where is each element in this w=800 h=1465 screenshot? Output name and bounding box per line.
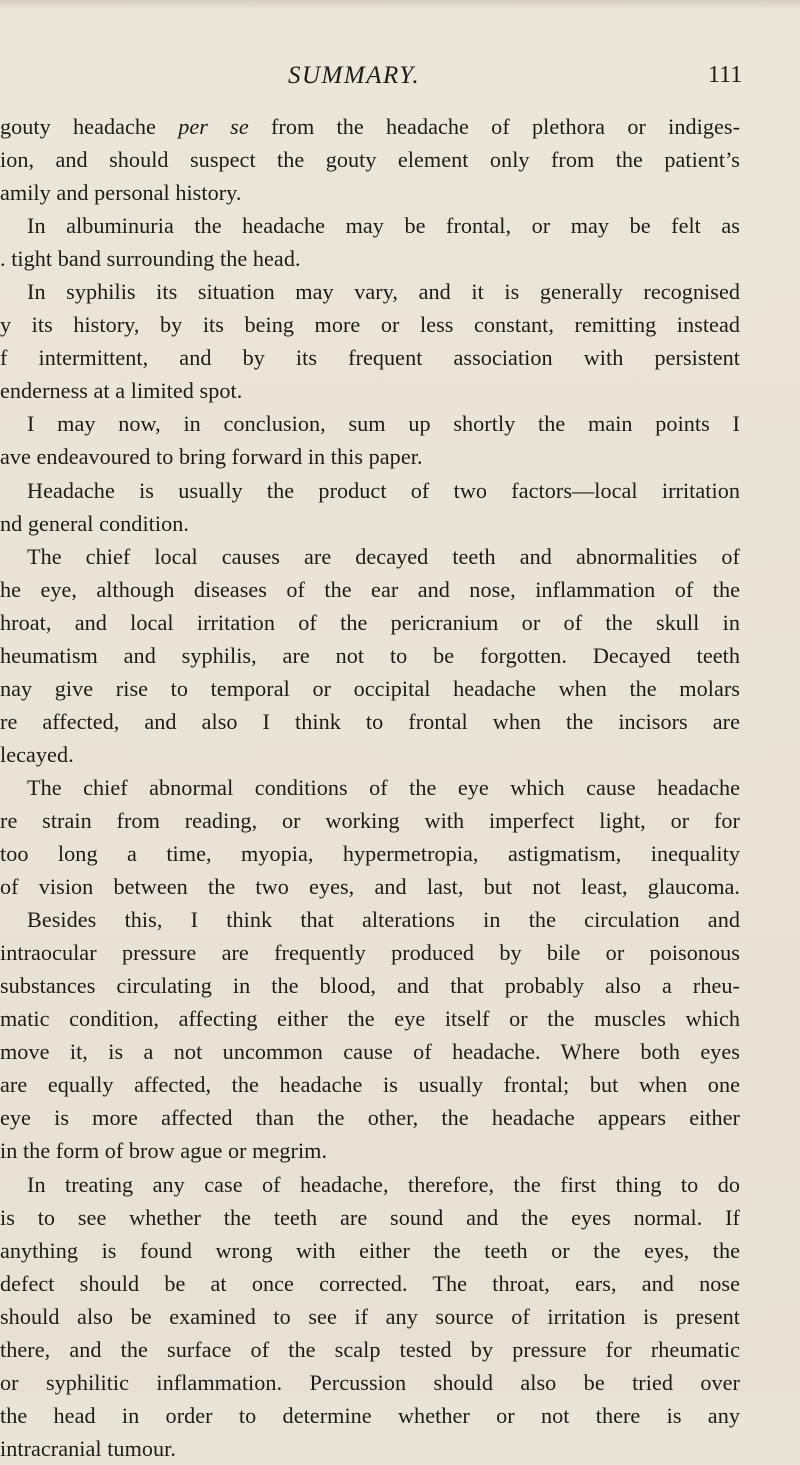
text-line: nd general condition. xyxy=(0,510,189,536)
text-line: In treating any case of headache, therefore, the first thing to do xyxy=(27,1171,740,1197)
text-line: re strain from reading, or working with imperfect light, or for xyxy=(0,807,740,833)
text-line: is to see whether the teeth are sound and the eyes normal. If xyxy=(0,1204,740,1230)
text-line: enderness at a limited spot. xyxy=(0,378,243,404)
body-text xyxy=(0,110,800,1465)
text-line: I may now, in conclusion, sum up shortly the main points I xyxy=(27,411,740,437)
text-line xyxy=(0,110,800,143)
text-line: move it, is a not uncommon cause of headache. Where both eyes xyxy=(0,1039,740,1065)
text-line: eye is more affected than the other, the headache appears either xyxy=(0,1105,740,1131)
text-run: gouty headache xyxy=(0,114,179,139)
text-line: re affected, and also I think to frontal when the incisors are xyxy=(0,708,740,734)
text-line: In syphilis its situation may vary, and it is generally recognised xyxy=(27,279,740,305)
text-line: there, and the surface of the scalp tested by pressure for rheumatic xyxy=(0,1336,740,1362)
text-line: The chief local causes are decayed teeth and abnormalities of xyxy=(27,543,740,569)
text-line: substances circulating in the blood, and that probably also a rheu- xyxy=(0,973,740,999)
text-line: Headache is usually the product of two factors—local irritation xyxy=(27,477,740,503)
text-line: intraocular pressure are frequently produced by bile or poisonous xyxy=(0,940,740,966)
text-line: intracranial tumour. xyxy=(0,1435,176,1461)
text-line: anything is found wrong with either the teeth or the eyes, the xyxy=(0,1237,740,1263)
running-head-title: SUMMARY. xyxy=(288,62,421,89)
text-line: f intermittent, and by its frequent association with persistent xyxy=(0,345,740,371)
italic-phrase: per se xyxy=(178,114,249,139)
text-line: ave endeavoured to bring forward in this paper. xyxy=(0,444,423,470)
text-line: heumatism and syphilis, are not to be forgotten. Decayed teeth xyxy=(0,642,740,668)
text-line: Besides this, I think that alterations in the circulation and xyxy=(27,907,740,933)
text-line: lecayed. xyxy=(0,741,74,767)
text-line: or syphilitic inflammation. Percussion should also be tried over xyxy=(0,1369,740,1395)
text-line: ion, and should suspect the gouty element only from the patient’s xyxy=(0,147,740,173)
text-line: are equally affected, the headache is usually frontal; but when one xyxy=(0,1072,740,1098)
text-line: too long a time, myopia, hypermetropia, astigmatism, inequality xyxy=(0,841,740,867)
text-run: from the headache of plethora or indiges- xyxy=(248,114,741,139)
text-line: matic condition, affecting either the eye itself or the muscles which xyxy=(0,1006,740,1032)
text-line: he eye, although diseases of the ear and nose, inflammation of the xyxy=(0,576,740,602)
text-line: of vision between the two eyes, and last, but not least, glaucoma. xyxy=(0,874,740,900)
running-head xyxy=(0,62,800,96)
page-number: 111 xyxy=(708,62,743,88)
text-line: nay give rise to temporal or occipital headache when the molars xyxy=(0,675,740,701)
text-line: the head in order to determine whether or not there is any xyxy=(0,1402,740,1428)
text-line: In albuminuria the headache may be frontal, or may be felt as xyxy=(27,213,740,239)
text-line: in the form of brow ague or megrim. xyxy=(0,1138,328,1164)
text-line: amily and personal history. xyxy=(0,180,242,206)
text-line: hroat, and local irritation of the pericranium or of the skull in xyxy=(0,609,740,635)
text-line: defect should be at once corrected. The throat, ears, and nose xyxy=(0,1270,740,1296)
text-line: y its history, by its being more or less constant, remitting instead xyxy=(0,312,740,338)
text-line: The chief abnormal conditions of the eye which cause headache xyxy=(27,774,740,800)
text-line: should also be examined to see if any source of irritation is present xyxy=(0,1303,740,1329)
page-edge-shadow xyxy=(0,0,800,10)
text-line: . tight band surrounding the head. xyxy=(0,246,301,272)
